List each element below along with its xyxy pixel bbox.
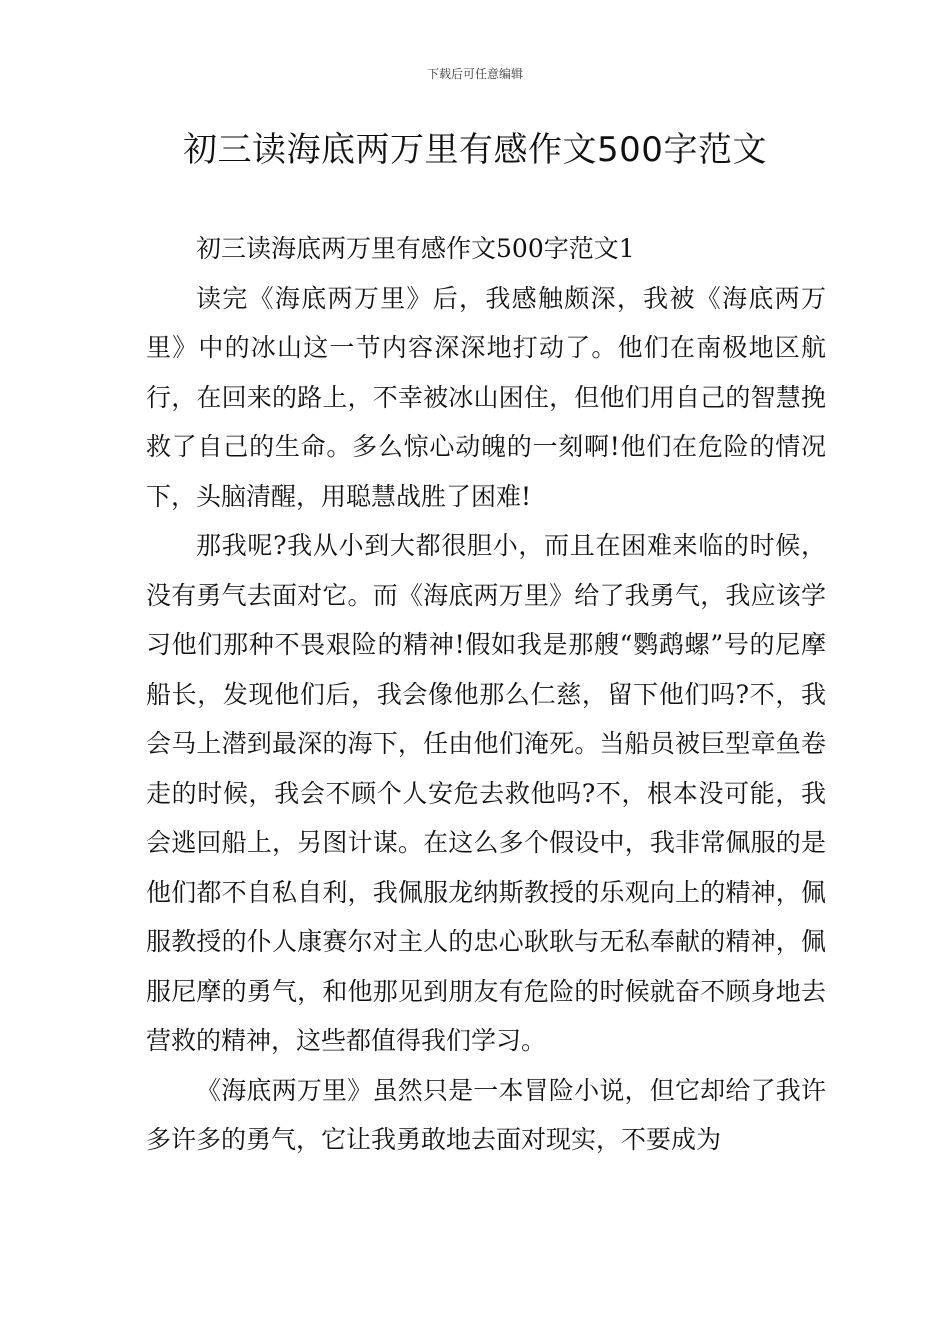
- paragraph-1: 读完《海底两万里》后，我感触颇深，我被《海底两万里》中的冰山这一节内容深深地打动了。他们在南极地区航行，在回来的路上，不幸被冰山困住，但他们用自己的智慧挽救了自己的生命。多么惊心动魄的一刻啊!他们在危险的情况下，头脑清醒，用聪慧战胜了困难!: [146, 283, 826, 511]
- paragraph-3: 《海底两万里》虽然只是一本冒险小说，但它却给了我许多许多的勇气，它让我勇敢地去面对现实，不要成为: [146, 1075, 826, 1154]
- subheading: 初三读海底两万里有感作文500字范文1: [196, 234, 635, 263]
- document-body: [146, 224, 826, 1165]
- document-title: 初三读海底两万里有感作文500字范文: [183, 130, 767, 170]
- header-note: 下载后可任意编辑: [426, 67, 523, 81]
- paragraph-2: 那我呢?我从小到大都很胆小，而且在困难来临的时候，没有勇气去面对它。而《海底两万里》给了我勇气，我应该学习他们那种不畏艰险的精神!假如我是那艘“鹦鹉螺”号的尼摩船长，发现他们后，我会像他那么仁慈，留下他们吗?不，我会马上潜到最深的海下，任由他们淹死。当船员被巨型章鱼卷走的时候，我会不顾个人安危去救他吗?不，根本没可能，我会逃回船上，另图计谋。在这么多个假设中，我非常佩服的是他们都不自私自利，我佩服龙纳斯教授的乐观向上的精神，佩服教授的仆人康赛尔对主人的忠心耿耿与无私奉献的精神，佩服尼摩的勇气，和他那见到朋友有危险的时候就奋不顾身地去营救的精神，这些都值得我们学习。: [146, 531, 826, 1055]
